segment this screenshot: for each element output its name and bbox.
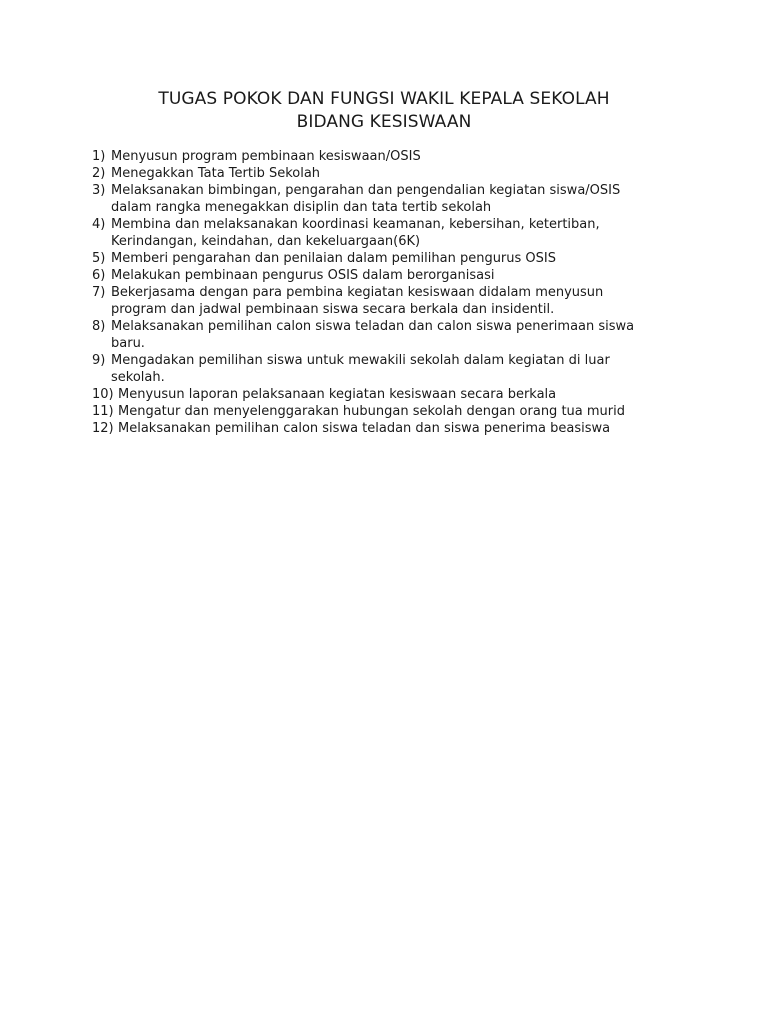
list-item-number: 1) <box>92 149 106 164</box>
list-item <box>92 284 692 318</box>
list-item-text: Kerindangan, keindahan, dan kekeluargaan(6K) <box>111 234 421 249</box>
list-item-text: Menyusun laporan pelaksanaan kegiatan kesiswaan secara berkala <box>118 387 557 402</box>
document-title <box>0 88 768 134</box>
list-item <box>92 386 692 403</box>
list-item-number: 10) <box>92 387 114 402</box>
list-item <box>92 420 692 437</box>
list-item-number: 9) <box>92 353 106 368</box>
list-item-number: 6) <box>92 268 106 283</box>
list-item <box>92 318 692 352</box>
list-item-text: dalam rangka menegakkan disiplin dan tata tertib sekolah <box>111 200 492 215</box>
list-item <box>92 403 692 420</box>
list-item-text: baru. <box>111 336 145 351</box>
list-item <box>92 182 692 216</box>
list-item <box>92 250 692 267</box>
list-item-text: sekolah. <box>111 370 165 385</box>
list-item-text: Melaksanakan bimbingan, pengarahan dan pengendalian kegiatan siswa/OSIS <box>111 183 621 198</box>
duty-list <box>92 148 692 437</box>
list-item <box>92 165 692 182</box>
list-item-number: 5) <box>92 251 106 266</box>
list-item-text: Membina dan melaksanakan koordinasi keamanan, kebersihan, ketertiban, <box>111 217 600 232</box>
list-item <box>92 148 692 165</box>
list-item-text: Memberi pengarahan dan penilaian dalam pemilihan pengurus OSIS <box>111 251 556 266</box>
list-item <box>92 216 692 250</box>
list-item-text: Bekerjasama dengan para pembina kegiatan kesiswaan didalam menyusun <box>111 285 604 300</box>
list-item-text: Mengatur dan menyelenggarakan hubungan sekolah dengan orang tua murid <box>118 404 625 419</box>
list-item-number: 4) <box>92 217 106 232</box>
list-item-number: 12) <box>92 421 114 436</box>
list-item-number: 7) <box>92 285 106 300</box>
list-item <box>92 267 692 284</box>
list-item-text: Menyusun program pembinaan kesiswaan/OSIS <box>111 149 421 164</box>
title-line-1: TUGAS POKOK DAN FUNGSI WAKIL KEPALA SEKOLAH <box>158 89 610 109</box>
list-item-text: Mengadakan pemilihan siswa untuk mewakili sekolah dalam kegiatan di luar <box>111 353 610 368</box>
list-item-number: 8) <box>92 319 106 334</box>
list-item-text: Melaksanakan pemilihan calon siswa teladan dan calon siswa penerimaan siswa <box>111 319 635 334</box>
list-item-number: 2) <box>92 166 106 181</box>
list-item-number: 3) <box>92 183 106 198</box>
list-item-text: Melaksanakan pemilihan calon siswa teladan dan siswa penerima beasiswa <box>118 421 611 436</box>
title-line-2: BIDANG KESISWAAN <box>296 112 472 132</box>
list-item <box>92 352 692 386</box>
list-item-text: Melakukan pembinaan pengurus OSIS dalam berorganisasi <box>111 268 495 283</box>
list-item-text: program dan jadwal pembinaan siswa secara berkala dan insidentil. <box>111 302 555 317</box>
list-item-text: Menegakkan Tata Tertib Sekolah <box>111 166 321 181</box>
list-item-number: 11) <box>92 404 114 419</box>
